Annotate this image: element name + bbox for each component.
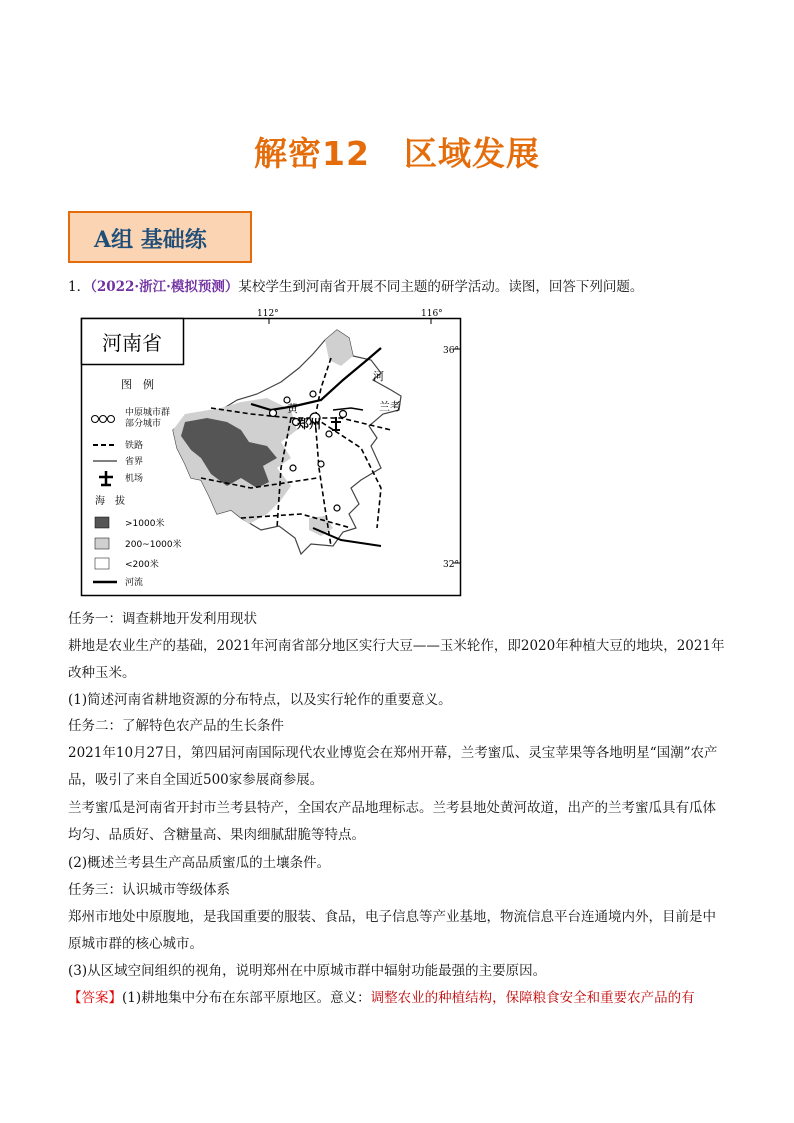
lat-label-36: 36° — [443, 346, 459, 356]
task2-title: 任务二：了解特色农产品的生长条件 — [68, 718, 284, 734]
lon-label-116: 116° — [421, 309, 443, 319]
question-header — [68, 275, 643, 295]
legend-high-label: >1000米 — [125, 519, 165, 529]
task3-title: 任务三：认识城市等级体系 — [68, 882, 230, 898]
answer-tag: 【答案】 — [68, 990, 122, 1006]
question-stem: 某校学生到河南省开展不同主题的研学活动。读图，回答下列问题。 — [238, 279, 644, 295]
lon-label-112: 112° — [257, 309, 279, 319]
answer-line — [68, 985, 728, 1012]
legend-city-icon — [92, 416, 115, 423]
legend-low-swatch — [95, 558, 109, 569]
city-label-lankao: 兰考 — [379, 400, 401, 413]
legend-rail-label: 铁路 — [125, 441, 144, 451]
page-title: 解密12 区域发展 — [254, 134, 540, 173]
legend-mid-label: 200~1000米 — [125, 540, 182, 550]
legend-high-swatch — [95, 517, 109, 528]
task2-paragraph-1: 2021年10月27日，第四届河南国际现代农业博览会在郑州开幕，兰考蜜瓜、灵宝苹果等各地明星“国潮”农产品，吸引了来自全国近500家参展商参展。 — [68, 745, 718, 788]
answer-part-2: 调整农业的种植结构，保障粮食安全和重要农产品的有 — [370, 990, 695, 1006]
answer-part-1: (1)耕地集中分布在东部平原地区。意义： — [122, 990, 371, 1006]
question-1: (1)简述河南省耕地资源的分布特点，以及实行轮作的重要意义。 — [68, 692, 452, 708]
legend-title: 图 例 — [121, 378, 154, 391]
section-badge — [68, 211, 252, 263]
section-badge-label: A组 基础练 — [94, 227, 207, 253]
map-title: 河南省 — [102, 331, 162, 355]
legend-elevation-title: 海 拔 — [95, 496, 125, 507]
question-2: (2)概述兰考县生产高品质蜜瓜的土壤条件。 — [68, 855, 331, 871]
legend-river-label: 河流 — [125, 578, 144, 588]
lat-label-32: 32° — [443, 560, 459, 570]
question-3: (3)从区域空间组织的视角，说明郑州在中原城市群中辐射功能最强的主要原因。 — [68, 963, 547, 979]
legend-city-label-2: 部分城市 — [125, 419, 162, 429]
question-source: （2022·浙江·模拟预测） — [90, 279, 239, 295]
task1-title: 任务一：调查耕地开发利用现状 — [68, 611, 257, 627]
legend-airport-label: 机场 — [125, 474, 144, 484]
river-label-huang: 黄 — [287, 402, 298, 415]
question-number: 1． — [68, 279, 91, 295]
legend-city-label-1: 中原城市群 — [125, 408, 171, 418]
river-label-he: 河 — [373, 370, 384, 383]
task2-paragraph-2: 兰考蜜瓜是河南省开封市兰考县特产，全国农产品地理标志。兰考县地处黄河故道，出产的兰考蜜瓜具有瓜体均匀、品质好、含糖量高、果肉细腻甜脆等特点。 — [68, 800, 716, 843]
legend-border-label: 省界 — [125, 457, 144, 467]
task3-paragraph: 郑州市地处中原腹地，是我国重要的服装、食品，电子信息等产业基地，物流信息平台连通境内外，目前是中原城市群的核心城市。 — [68, 909, 716, 952]
legend-low-label: <200米 — [125, 560, 159, 570]
legend-mid-swatch — [95, 538, 109, 549]
henan-map-figure — [81, 309, 461, 596]
city-label-zhengzhou: 郑州 — [297, 417, 322, 431]
task1-paragraph: 耕地是农业生产的基础，2021年河南省部分地区实行大豆——玉米轮作，即2020年种植大豆的地块，2021年改种玉米。 — [68, 638, 725, 681]
